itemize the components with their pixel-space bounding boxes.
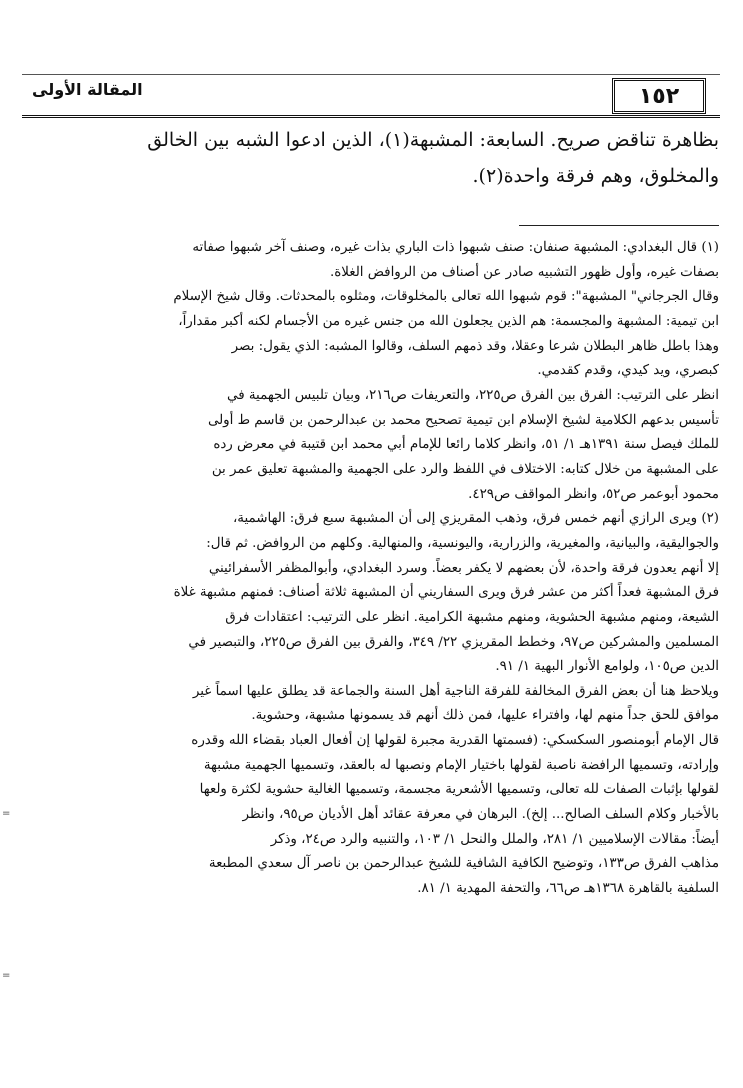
main-text-line: والمخلوق، وهم فرقة واحدة(٢). — [472, 165, 719, 187]
footnote-line: وإرادته، وتسميها الرافضة ناصبة لقولها باختيار الإمام ونصبها له بالعقد، وتسميها الجهمية مشبهة — [203, 757, 719, 773]
main-text-line: بظاهرة تناقض صريح. السابعة: المشبهة(١)، الذين ادعوا الشبه بين الخالق — [147, 129, 719, 151]
footnote-line: انظر على الترتيب: الفرق بين الفرق ص٢٢٥، والتعريفات ص٢١٦، وبيان تلبيس الجهمية في — [227, 387, 719, 403]
footnote-line: لقولها بإثبات الصفات لله تعالى، وتسميها الأشعرية مجسمة، وتسميها الغالية حشوية لكثرة ولعها — [199, 782, 719, 798]
footnote-line: ابن تيمية: المشبهة والمجسمة: هم الذين يجعلون الله من جنس غيره من الأجسام لكنه أكبر مقداراً، — [178, 313, 719, 329]
footnote-line: قال الإمام أبومنصور السكسكي: (فسمتها القدرية مجبرة لقولها إن أفعال العباد بقضاء الله وقدره — [191, 733, 719, 749]
footnote-line: وقال الجرجاني" المشبهة": قوم شبهوا الله تعالى بالمخلوقات، ومثلوه بالمحدثات. وقال شيخ الإسلام — [173, 289, 719, 305]
footnote-line: (١) قال البغدادي: المشبهة صنفان: صنف شبهوا ذات الباري بذات غيره، وصنف آخر شبهوا صفاته — [192, 240, 719, 255]
margin-mark: = — [2, 970, 11, 981]
footnote-separator — [519, 225, 719, 226]
footnote-line: بالأخبار وكلام السلف الصالح... إلخ). البرهان في معرفة عقائد أهل الأديان ص٩٥، وانظر — [242, 807, 719, 823]
page-header — [22, 74, 720, 118]
footnotes — [23, 236, 719, 902]
footnote-line: على المشبهة من خلال كتابه: الاختلاف في اللفظ والرد على الجهمية والمشبهة تعليق عمر بن — [211, 461, 719, 477]
main-text — [23, 122, 719, 194]
running-title: المقالة الأولى — [32, 80, 143, 99]
footnote-line: موافق للحق جداً منهم لها، وافتراء عليها، فمن ذلك أنهم قد يسمونها مشبهة، وحشوية. — [251, 708, 719, 724]
header-rule — [22, 115, 720, 118]
footnote-line: محمود أبوعمر ص٥٢، وانظر المواقف ص٤٢٩. — [468, 486, 719, 502]
footnote-line: والجواليقية، والبيانية، والمغيرية، والزرارية، واليونسية، والمنهالية. وكلهم من الروافض. ثم قال: — [206, 535, 719, 551]
footnote-line: تأسيس بدعهم الكلامية لشيخ الإسلام ابن تيمية تصحيح محمد بن عبدالرحمن بن قاسم ط أولى — [207, 412, 719, 428]
header-top-rule — [22, 74, 720, 75]
page-number: ١٥٢ — [612, 78, 706, 114]
footnote-line: السلفية بالقاهرة ١٣٦٨هـ ص٦٦، والتحفة المهدية ١/ ٨١. — [417, 881, 719, 897]
footnote-line: إلا أنهم يعدون فرقة واحدة، لأن بعضهم لا يكفر بعضاً. وسرد البغدادي، وأبوالمظفر الأسفرائيني — [208, 560, 719, 576]
footnote-line: مذاهب الفرق ص١٣٣، وتوضيح الكافية الشافية للشيخ عبدالرحمن بن ناصر آل سعدي المطبعة — [208, 856, 719, 872]
footnote-line: وهذا باطل ظاهر البطلان شرعا وعقلا، وقد ذمهم السلف، وقالوا المشبه: الذي يقول: بصر — [231, 338, 719, 354]
footnote-line: الشيعة، ومنهم مشبهة الحشوية، ومنهم مشبهة الكرامية. انظر على الترتيب: اعتقادات فرق — [225, 609, 719, 625]
footnote-line: فرق المشبهة فعداً أكثر من عشر فرق ويرى السفاريني أن المشبهة ثلاثة أصناف: فمنهم مشبهة غلاة — [173, 585, 719, 601]
footnote-line: أيضاً: مقالات الإسلاميين ١/ ٢٨١، والملل والنحل ١/ ١٠٣، والتنبيه والرد ص٢٤، وذكر — [270, 831, 719, 847]
footnote-line: بصفات غيره، وأول ظهور التشبيه صادر عن أصناف من الروافض الغلاة. — [329, 264, 719, 280]
footnote-line: للملك فيصل سنة ١٣٩١هـ ١/ ٥١، وانظر كلاما رائعا للإمام أبي محمد ابن قتيبة في معرض رده — [213, 437, 719, 453]
footnote-line: (٢) ويرى الرازي أنهم خمس فرق، وذهب المقريزي إلى أن المشبهة سبع فرق: الهاشمية، — [232, 511, 719, 527]
footnote-line: كبصري، ويد كيدي، وقدم كقدمي. — [537, 363, 719, 379]
margin-mark: = — [2, 808, 11, 819]
footnote-line: المسلمين والمشركين ص٩٧، وخطط المقريزي ٢٢/ ٣٤٩، والفرق بين الفرق ص٢٢٥، والتبصير في — [188, 634, 719, 650]
footnote-line: ويلاحظ هنا أن بعض الفرق المخالفة للفرقة الناجية أهل السنة والجماعة قد يطلق عليها اسماً غير — [192, 683, 719, 699]
footnote-line: الدين ص١٠٥، ولوامع الأنوار البهية ١/ ٩١. — [495, 659, 719, 675]
